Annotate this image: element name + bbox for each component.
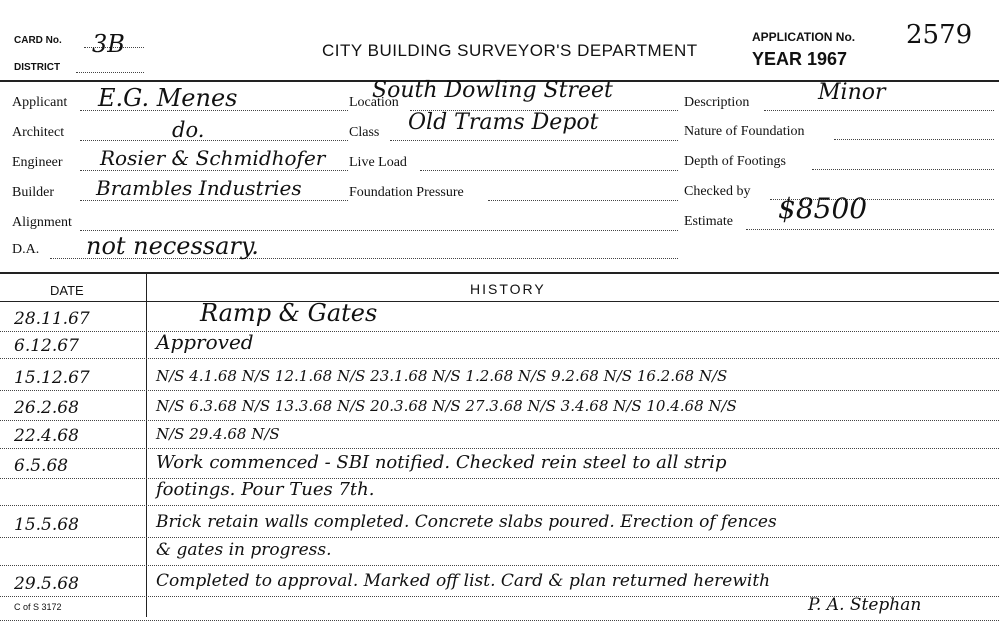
history-entry: Completed to approval. Marked off list. Card & plan returned herewith: [156, 571, 771, 591]
history-entry: Brick retain walls completed. Concrete slabs poured. Erection of fences: [156, 512, 777, 532]
department-title: CITY BUILDING SURVEYOR'S DEPARTMENT: [322, 41, 698, 60]
history-date: 6.12.67: [14, 336, 79, 356]
builder-line: [80, 200, 348, 201]
architect-label: Architect: [12, 125, 65, 140]
applicant-value: E.G. Menes: [98, 84, 238, 112]
architect-value: do.: [172, 118, 205, 142]
history-entry: P. A. Stephan: [808, 595, 922, 615]
history-row-line: [0, 331, 999, 332]
builder-value: Brambles Industries: [96, 176, 302, 200]
card-no-value: 3B: [92, 30, 125, 58]
foundation-pressure-line: [488, 200, 678, 201]
da-value: not necessary.: [86, 232, 259, 260]
class-line: [390, 140, 678, 141]
form-code: C of S 3172: [14, 602, 62, 612]
history-entry: Work commenced - SBI notified. Checked rein steel to all strip: [156, 452, 727, 473]
description-label: Description: [684, 95, 750, 110]
history-entry: Ramp & Gates: [200, 299, 378, 327]
history-date: 28.11.67: [14, 309, 90, 329]
checked-by-label: Checked by: [684, 184, 751, 199]
history-header-rule: [0, 301, 999, 302]
class-value: Old Trams Depot: [408, 110, 599, 135]
history-entry: footings. Pour Tues 7th.: [156, 479, 375, 500]
description-line: [764, 110, 994, 111]
history-entry: & gates in progress.: [156, 540, 332, 560]
history-top-rule: [0, 272, 999, 274]
history-date: 15.5.68: [14, 515, 79, 535]
history-row-line: [0, 537, 999, 538]
history-row-line: [0, 448, 999, 449]
foundation-pressure-label: Foundation Pressure: [349, 185, 464, 200]
history-date: 15.12.67: [14, 368, 90, 388]
district-line: [76, 72, 144, 73]
history-row-line: [0, 620, 999, 621]
history-entry: N/S 29.4.68 N/S: [156, 425, 280, 443]
applicant-label: Applicant: [12, 95, 68, 110]
history-row-line: [0, 565, 999, 566]
engineer-value: Rosier & Schmidhofer: [100, 146, 326, 170]
application-no-value: 2579: [906, 20, 973, 50]
alignment-label: Alignment: [12, 215, 72, 230]
estimate-label: Estimate: [684, 214, 733, 229]
date-header: DATE: [50, 283, 84, 298]
da-label: D.A.: [12, 242, 40, 257]
description-value: Minor: [818, 80, 886, 105]
nature-foundation-line: [834, 139, 994, 140]
history-row-line: [0, 420, 999, 421]
engineer-line: [80, 170, 348, 171]
depth-footings-label: Depth of Footings: [684, 154, 786, 169]
location-label: Location: [349, 95, 399, 110]
district-label: DISTRICT: [14, 62, 61, 73]
year-label: YEAR 1967: [752, 49, 848, 69]
engineer-label: Engineer: [12, 155, 63, 170]
nature-foundation-label: Nature of Foundation: [684, 124, 805, 139]
history-date: 26.2.68: [14, 398, 79, 418]
history-row-line: [0, 390, 999, 391]
class-label: Class: [349, 125, 380, 140]
history-entry: Approved: [156, 330, 254, 354]
alignment-line: [80, 230, 678, 231]
liveload-label: Live Load: [349, 155, 407, 170]
history-entry: N/S 6.3.68 N/S 13.3.68 N/S 20.3.68 N/S 27.3.68 N/S 3.4.68 N/S 10.4.68 N/S: [156, 397, 737, 415]
history-date: 6.5.68: [14, 456, 69, 476]
history-header: HISTORY: [470, 281, 546, 297]
location-value: South Dowling Street: [372, 78, 613, 103]
estimate-value: $8500: [778, 192, 868, 225]
depth-footings-line: [812, 169, 994, 170]
history-date: 22.4.68: [14, 426, 79, 446]
history-row-line: [0, 358, 999, 359]
history-date: 29.5.68: [14, 574, 79, 594]
application-no-label: APPLICATION No.: [752, 30, 856, 44]
liveload-line: [420, 170, 678, 171]
history-row-line: [0, 505, 999, 506]
history-entry: N/S 4.1.68 N/S 12.1.68 N/S 23.1.68 N/S 1.2.68 N/S 9.2.68 N/S 16.2.68 N/S: [156, 367, 728, 385]
estimate-line: [746, 229, 994, 230]
card-no-label: CARD No.: [14, 35, 62, 46]
builder-label: Builder: [12, 185, 54, 200]
architect-line: [80, 140, 348, 141]
history-row-line: [0, 478, 999, 479]
